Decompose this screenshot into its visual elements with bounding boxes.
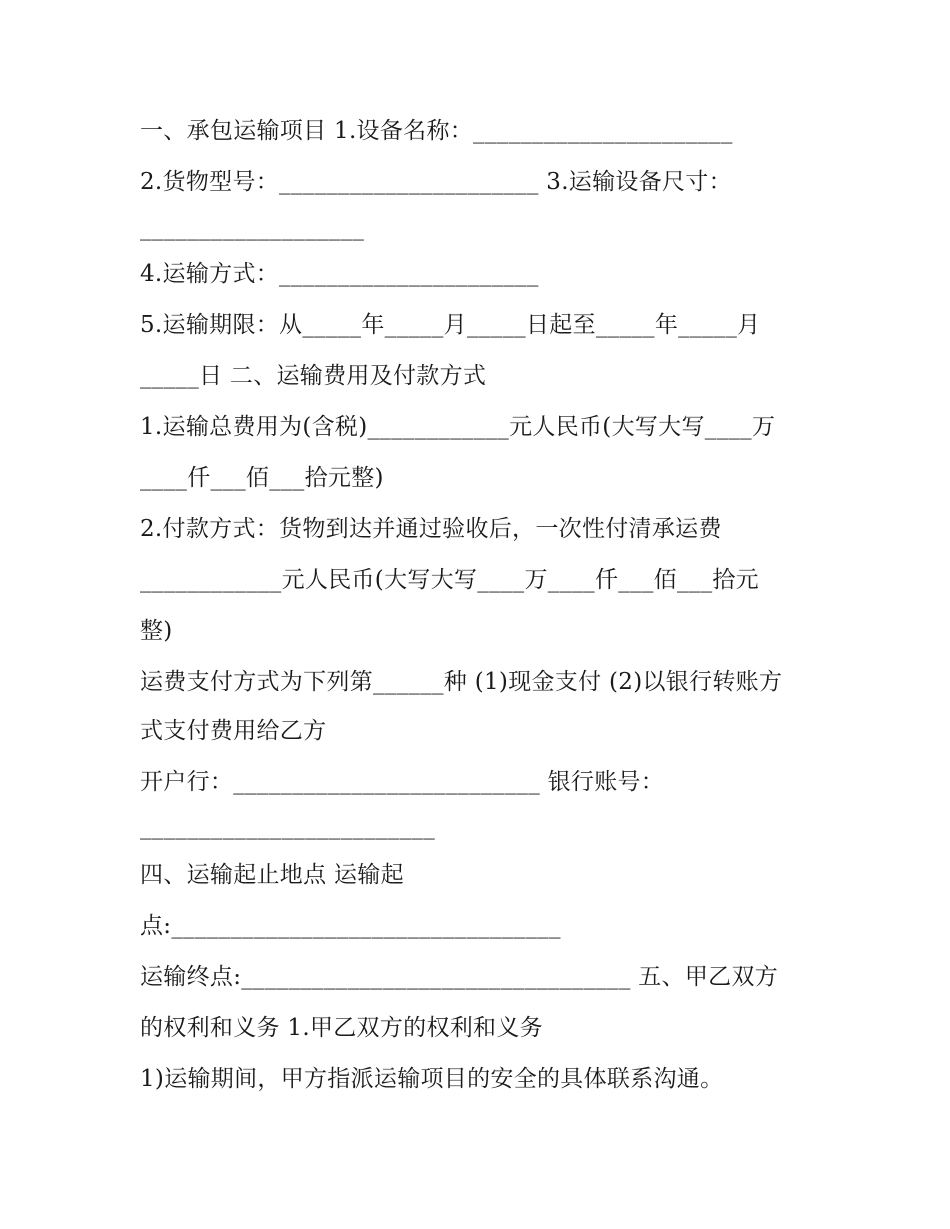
doc-line: 式支付费用给乙方 [140,718,327,744]
doc-line: 开户行：__________________________ 银行账号： [140,769,665,795]
doc-line: 四、运输起止地点 运输起 [140,862,404,888]
doc-line: 5.运输期限：从_____年_____月_____日起至_____年_____月 [140,312,761,338]
doc-line: 2.货物型号：______________________ 3.运输设备尺寸： [140,169,732,195]
doc-line: 的权利和义务 1.甲乙双方的权利和义务 [140,1015,543,1041]
doc-line: 运费支付方式为下列第______种 (1)现金支付 (2)以银行转账方 [140,669,783,695]
doc-line: ___________________ [140,215,365,241]
doc-line: 1.运输总费用为(含税)____________元人民币(大写大写____万 [140,414,776,440]
doc-line: ____仟___佰___拾元整) [140,465,384,491]
doc-line: 一、承包运输项目 1.设备名称：______________________ [140,118,733,144]
doc-line: _____日 二、运输费用及付款方式 [140,363,487,389]
doc-line: 4.运输方式：______________________ [140,261,539,287]
doc-line: ____________元人民币(大写大写____万____仟___佰___拾元 [140,567,759,593]
doc-line: 运输终点:_________________________________ 五、甲乙双方 [140,964,779,990]
doc-line: 点:_________________________________ [140,913,561,939]
doc-line: 2.付款方式：货物到达并通过验收后，一次性付清承运费 [140,516,722,542]
doc-line: 整) [140,618,173,644]
doc-line: _________________________ [140,814,435,840]
doc-line: 1)运输期间，甲方指派运输项目的安全的具体联系沟通。 [140,1066,724,1092]
